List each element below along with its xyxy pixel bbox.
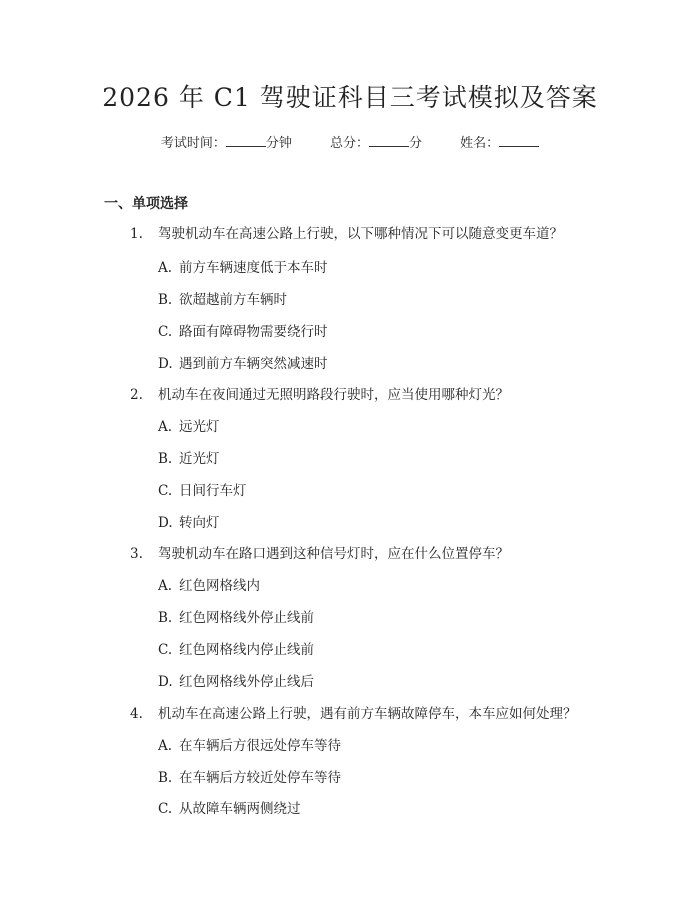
question-2 [130,383,509,403]
option-4a[interactable] [158,734,341,754]
option-3a[interactable] [158,574,260,594]
question-4 [130,702,577,722]
option-text: 从故障车辆两侧绕过 [179,801,301,817]
option-key: C. [158,801,173,817]
section-heading: 一、单项选择 [104,196,188,212]
option-text: 在车辆后方很远处停车等待 [179,738,341,754]
question-3 [130,542,509,562]
option-key: C. [158,483,173,499]
option-3c[interactable] [158,638,314,658]
exam-info-line [0,132,700,151]
option-3b[interactable] [158,606,314,626]
option-text: 近光灯 [179,451,220,467]
option-key: B. [158,292,173,308]
option-4b[interactable] [158,766,341,786]
question-number: 4. [130,706,143,722]
option-3d[interactable] [158,670,314,690]
total-score-label: 总分： [329,136,369,151]
exam-time-unit: 分钟 [265,136,292,151]
option-2d[interactable] [158,511,220,531]
exam-time-label: 考试时间： [160,136,226,151]
option-key: D. [158,674,173,690]
option-text: 在车辆后方较近处停车等待 [179,770,341,786]
option-1c[interactable] [158,320,328,340]
question-number: 2. [130,387,143,403]
option-text: 红色网格线外停止线后 [179,674,314,690]
option-2c[interactable] [158,479,247,499]
page-title: 2026 年 C1 驾驶证科目三考试模拟及答案 [102,83,598,112]
exam-time [161,136,296,151]
option-4c[interactable] [158,797,301,817]
question-text: 机动车在高速公路上行驶，遇有前方车辆故障停车，本车应如何处理？ [158,706,577,722]
option-1b[interactable] [158,288,287,308]
option-text: 前方车辆速度低于本车时 [179,260,328,276]
option-text: 路面有障碍物需要绕行时 [179,324,328,340]
option-text: 日间行车灯 [179,483,247,499]
option-key: A. [158,419,173,435]
question-number: 3. [130,546,143,562]
option-1a[interactable] [158,256,328,276]
option-text: 红色网格线内停止线前 [179,642,314,658]
student-name-blank[interactable] [499,134,539,147]
option-key: A. [158,738,173,754]
option-text: 欲超越前方车辆时 [179,292,287,308]
option-key: A. [158,260,173,276]
option-text: 远光灯 [179,419,220,435]
option-key: C. [158,324,173,340]
option-text: 遇到前方车辆突然减速时 [179,356,328,372]
question-text: 驾驶机动车在高速公路上行驶，以下哪种情况下可以随意变更车道？ [158,226,563,242]
option-text: 红色网格线外停止线前 [179,610,314,626]
option-key: D. [158,356,173,372]
option-key: B. [158,770,173,786]
option-text: 红色网格线内 [179,578,260,594]
student-name [460,136,539,151]
question-number: 1. [130,226,143,242]
option-key: B. [158,451,173,467]
question-text: 驾驶机动车在路口遇到这种信号灯时，应在什么位置停车？ [158,546,509,562]
option-key: D. [158,515,173,531]
option-text: 转向灯 [179,515,220,531]
option-key: A. [158,578,173,594]
option-key: B. [158,610,173,626]
student-name-label: 姓名： [460,136,500,151]
total-score-unit: 分 [409,136,423,151]
question-text: 机动车在夜间通过无照明路段行驶时，应当使用哪种灯光？ [158,387,509,403]
total-score [330,136,426,151]
option-1d[interactable] [158,352,328,372]
option-2b[interactable] [158,447,220,467]
option-key: C. [158,642,173,658]
option-2a[interactable] [158,415,220,435]
question-1 [130,222,563,242]
total-score-blank[interactable] [369,134,409,147]
exam-time-blank[interactable] [226,134,266,147]
